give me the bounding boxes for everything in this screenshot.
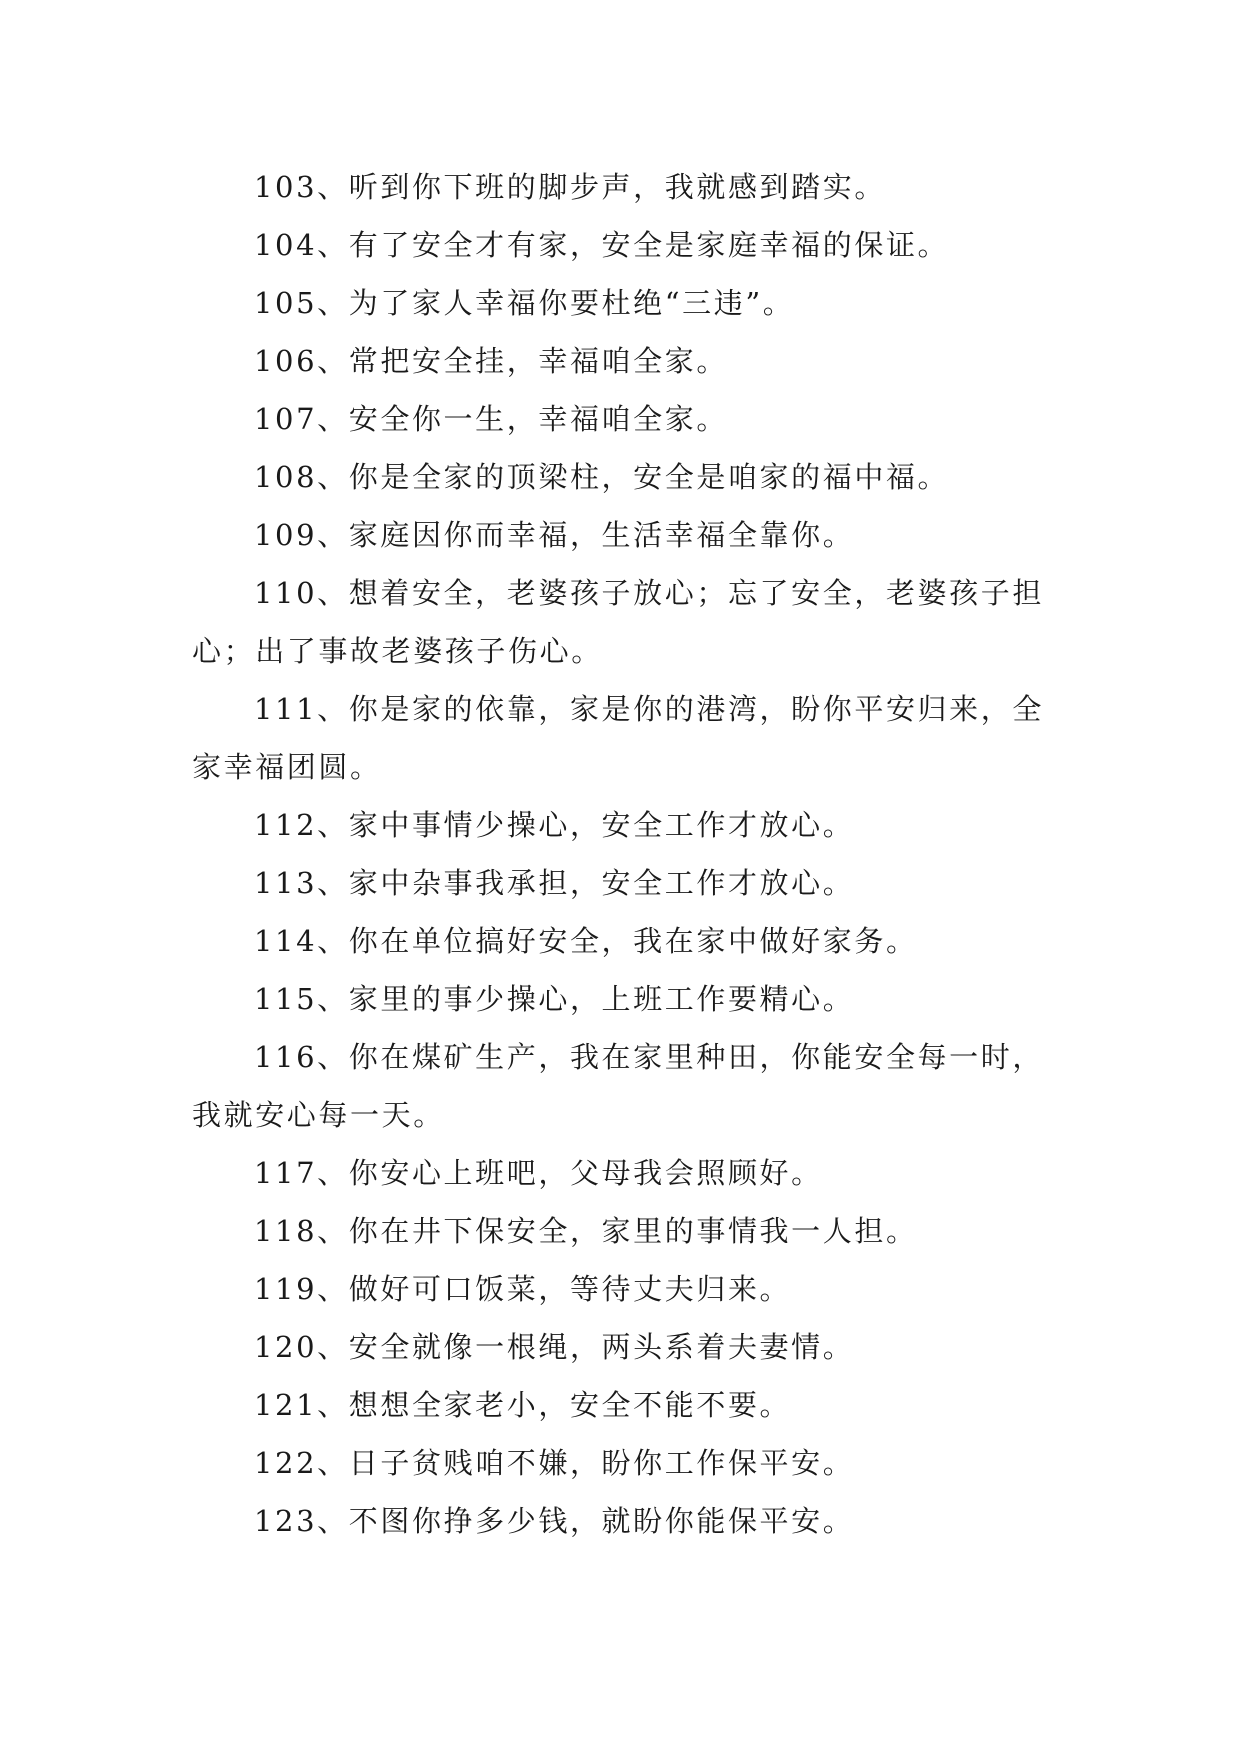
paragraph-103: 103、听到你下班的脚步声，我就感到踏实。 (254, 170, 886, 204)
paragraph-109: 109、家庭因你而幸福，生活幸福全靠你。 (254, 518, 855, 552)
paragraph-115: 115、家里的事少操心，上班工作要精心。 (254, 982, 855, 1016)
paragraph-105: 105、为了家人幸福你要杜绝“三违”。 (254, 286, 795, 320)
paragraph-112: 112、家中事情少操心，安全工作才放心。 (254, 808, 855, 842)
paragraph-120: 120、安全就像一根绳，两头系着夫妻情。 (254, 1330, 855, 1364)
paragraph-123: 123、不图你挣多少钱，就盼你能保平安。 (254, 1504, 855, 1538)
paragraph-117: 117、你安心上班吧，父母我会照顾好。 (254, 1156, 823, 1190)
document-body (192, 158, 1072, 1550)
paragraph-104: 104、有了安全才有家，安全是家庭幸福的保证。 (254, 228, 950, 262)
paragraph-118: 118、你在井下保安全，家里的事情我一人担。 (254, 1214, 918, 1248)
paragraph-121: 121、想想全家老小，安全不能不要。 (254, 1388, 792, 1422)
paragraph-107: 107、安全你一生，幸福咱全家。 (254, 402, 728, 436)
paragraph-106: 106、常把安全挂，幸福咱全家。 (254, 344, 728, 378)
paragraph-113: 113、家中杂事我承担，安全工作才放心。 (254, 866, 855, 900)
paragraph-110: 110、想着安全，老婆孩子放心；忘了安全，老婆孩子担心；出了事故老婆孩子伤心。 (192, 576, 1044, 668)
paragraph-108: 108、你是全家的顶梁柱，安全是咱家的福中福。 (254, 460, 950, 494)
paragraph-114: 114、你在单位搞好安全，我在家中做好家务。 (254, 924, 918, 958)
paragraph-111: 111、你是家的依靠，家是你的港湾，盼你平安归来，全家幸福团圆。 (192, 692, 1044, 784)
paragraph-119: 119、做好可口饭菜，等待丈夫归来。 (254, 1272, 792, 1306)
paragraph-116: 116、你在煤矿生产，我在家里种田，你能安全每一时，我就安心每一天。 (192, 1040, 1044, 1132)
paragraph-122: 122、日子贫贱咱不嫌，盼你工作保平安。 (254, 1446, 855, 1480)
